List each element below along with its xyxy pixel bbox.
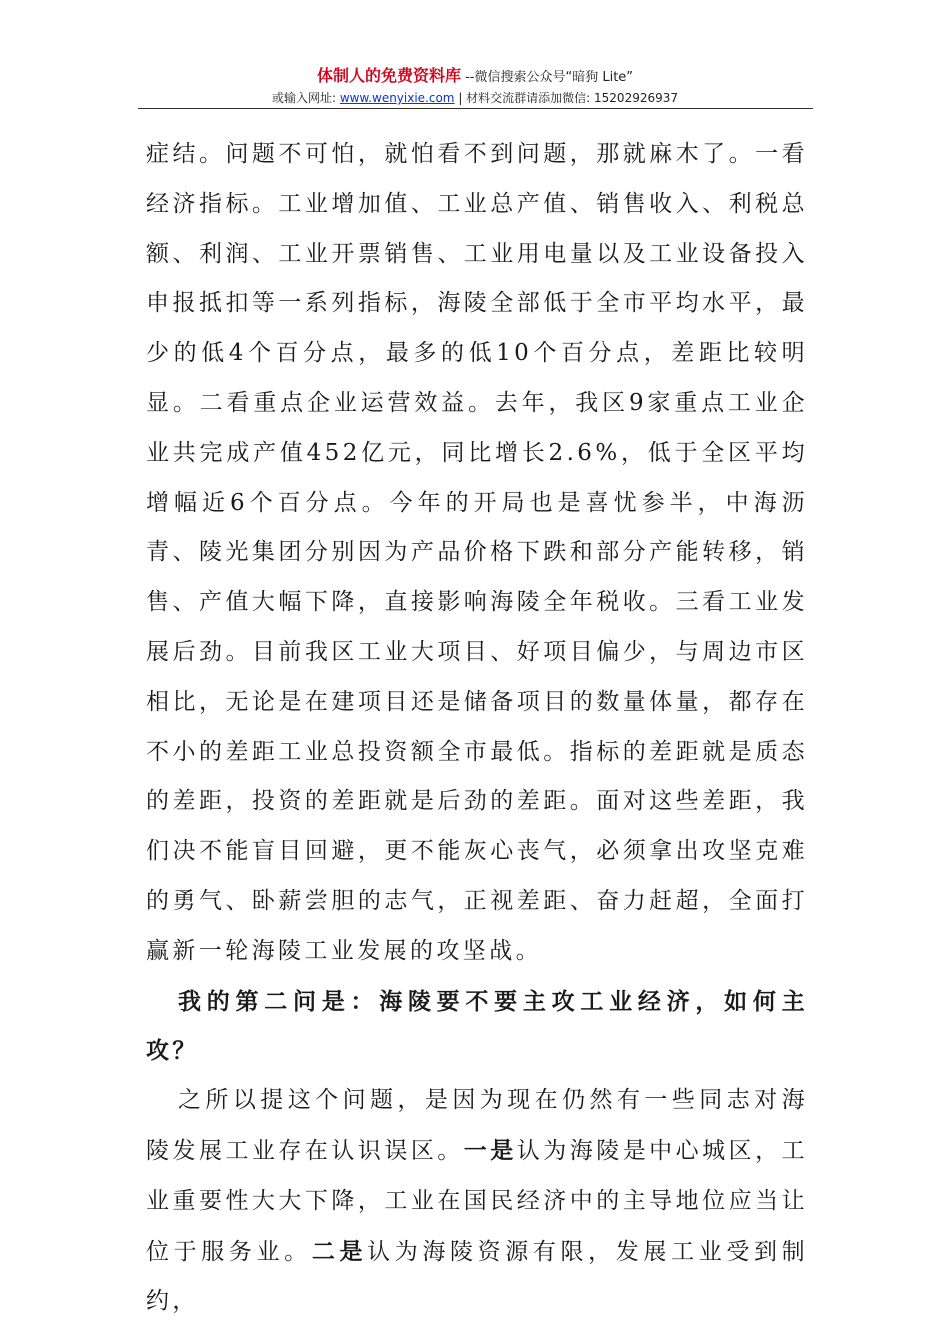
point-two-text: 认为海陵资源有限，发展工业受到制约， bbox=[146, 1238, 808, 1315]
header-divider bbox=[138, 108, 813, 109]
wechat-note: --微信搜索公众号“暗狗 Lite” bbox=[460, 70, 634, 85]
point-two-marker: 二是 bbox=[311, 1237, 368, 1265]
paragraph-economic-indicators: 症结。问题不可怕，就怕看不到问题，那就麻木了。一看经济指标。工业增加值、工业总产值、销售收入、利税总额、利润、工业开票销售、工业用电量以及工业设备投入申报抵扣等一系列指标，海陵全部低于全市平均水平，最少的低4个百分点，最多的低10个百分点，差距比较明显。二看重点企业运营效益。去年，我区9家重点工业企业共完成产值452亿元，同比增长2.6%，低于全区平均增幅近6个百分点。今年的开局也是喜忧参半，中海沥青、陵光集团分别因为产品价格下跌和部分产能转移，销售、产值大幅下降，直接影响海陵全年税收。三看工业发展后劲。目前我区工业大项目、好项目偏少，与周边市区相比，无论是在建项目还是储备项目的数量体量，都存在不小的差距工业总投资额全市最低。指标的差距就是质态的差距，投资的差距就是后劲的差距。面对这些差距，我们决不能盲目回避，更不能灰心丧气，必须拿出攻坚克难的勇气、卧薪尝胆的志气，正视差距、奋力赶超，全面打赢新一轮海陵工业发展的攻坚战。 bbox=[146, 141, 808, 964]
brand-name[interactable]: 体制人的免费资料库 bbox=[316, 66, 461, 85]
paragraph-intro: 之所以提这个问题，是因为现在仍然有一些同志对海陵发展工业存在认识误区。 bbox=[146, 1087, 808, 1164]
contact-info: | 材料交流群请添加微信: 15202926937 bbox=[454, 91, 679, 105]
page-header bbox=[0, 66, 950, 107]
url-prefix: 或输入网址: bbox=[271, 91, 340, 105]
paragraph-misconceptions bbox=[146, 1076, 808, 1327]
point-one-text: 认为海陵是中心城区，工业重要性大大下降，工业在国民经济中的主导地位应当让位于服务业。 bbox=[146, 1137, 808, 1265]
header-title-line bbox=[0, 66, 950, 88]
section-question-heading: 我的第二问是：海陵要不要主攻工业经济，如何主攻？ bbox=[146, 987, 808, 1065]
website-link[interactable]: www.wenyixie.com bbox=[339, 91, 455, 105]
point-one-marker: 一是 bbox=[463, 1136, 517, 1164]
document-body bbox=[146, 130, 808, 1327]
header-contact-line bbox=[0, 89, 950, 107]
